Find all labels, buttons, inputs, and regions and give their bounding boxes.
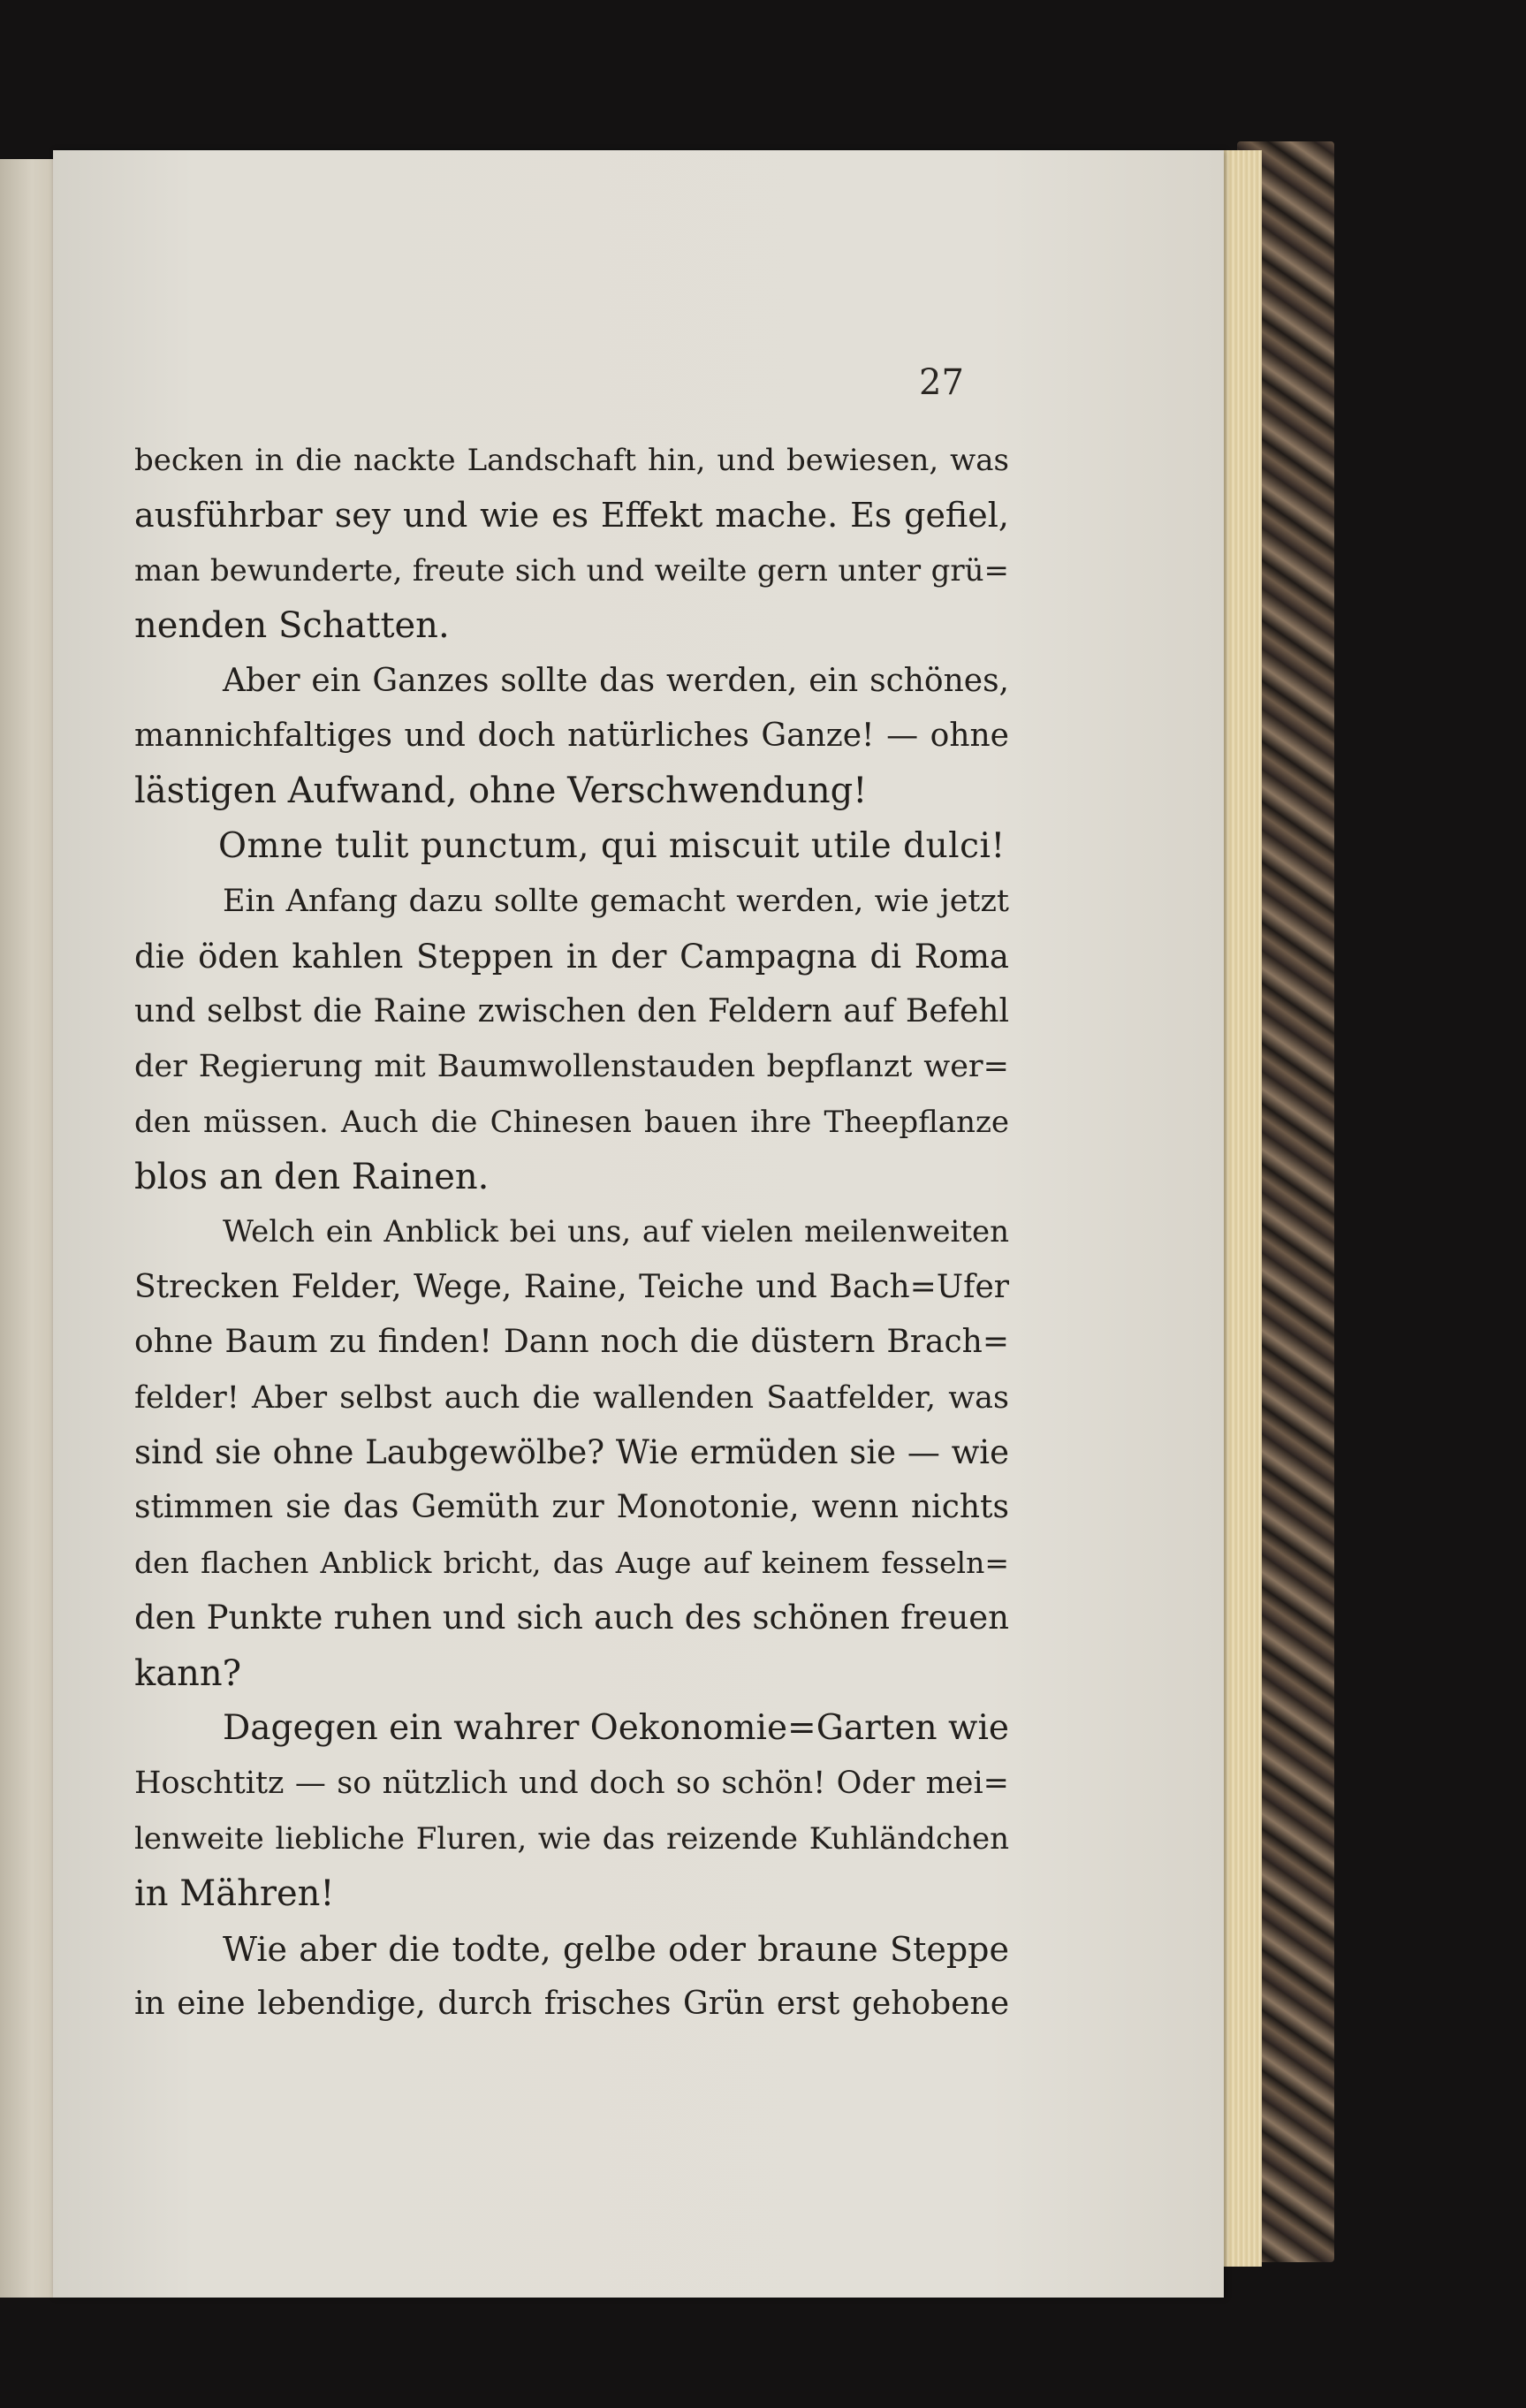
text-line: und selbst die Raine zwischen den Feldern auf Befehl [134,992,1009,1029]
text-line: lenweite liebliche Fluren, wie das reizende Kuhländchen [134,1820,1009,1857]
text-line: Aber ein Ganzes sollte das werden, ein schönes, [223,662,1009,699]
text-line: den müssen. Auch die Chinesen bauen ihre Theepflanze [134,1104,1009,1140]
text-line: den Punkte ruhen und sich auch des schönen freuen [134,1599,1009,1637]
text-line: Dagegen ein wahrer Oekonomie=Garten wie [223,1707,1009,1748]
text-line: lästigen Aufwand, ohne Verschwendung! [134,771,868,812]
text-line: blos an den Rainen. [134,1157,490,1198]
text-line: sind sie ohne Laubgewölbe? Wie ermüden sie — wie [134,1433,1009,1472]
page-text [134,433,1009,2032]
text-line: ausführbar sey und wie es Effekt mache. Es gefiel, [134,496,1009,536]
text-line: der Regierung mit Baumwollenstauden bepflanzt wer= [134,1049,1009,1085]
page-number: 27 [919,362,964,403]
text-line: Hoschtitz — so nützlich und doch so schön! Oder mei= [134,1766,1009,1802]
text-line: in Mähren! [134,1873,335,1915]
text-line: den flachen Anblick bricht, das Auge auf keinem fesseln= [134,1545,1009,1580]
text-line: die öden kahlen Steppen in der Campagna di Roma [134,937,1009,976]
text-line: mannichfaltiges und doch natürliches Ganze! — ohne [134,717,1009,754]
text-line: becken in die nackte Landschaft hin, und bewiesen, was [134,443,1009,478]
text-line: nenden Schatten. [134,605,450,647]
text-line: ohne Baum zu finden! Dann noch die düstern Brach= [134,1324,1009,1361]
text-line: Strecken Felder, Wege, Raine, Teiche und Bach=Ufer [134,1268,1009,1305]
page-block-edge [1218,150,1262,2267]
text-line: Ein Anfang dazu sollte gemacht werden, wie jetzt [223,884,1009,920]
text-line: stimmen sie das Gemüth zur Monotonie, wenn nichts [134,1489,1009,1526]
left-page-edge [0,159,53,2298]
text-line: Wie aber die todte, gelbe oder braune Steppe [223,1929,1009,1969]
text-line: in eine lebendige, durch frisches Grün erst gehobene [134,1985,1009,2022]
text-line: kann? [134,1652,242,1694]
text-line: Omne tulit punctum, qui miscuit utile dulci! [218,825,1006,866]
text-line: Welch ein Anblick bei uns, auf vielen meilenweiten [223,1214,1009,1250]
text-line: man bewunderte, freute sich und weilte gern unter grü= [134,552,1009,589]
text-line: felder! Aber selbst auch die wallenden Saatfelder, was [134,1379,1009,1416]
